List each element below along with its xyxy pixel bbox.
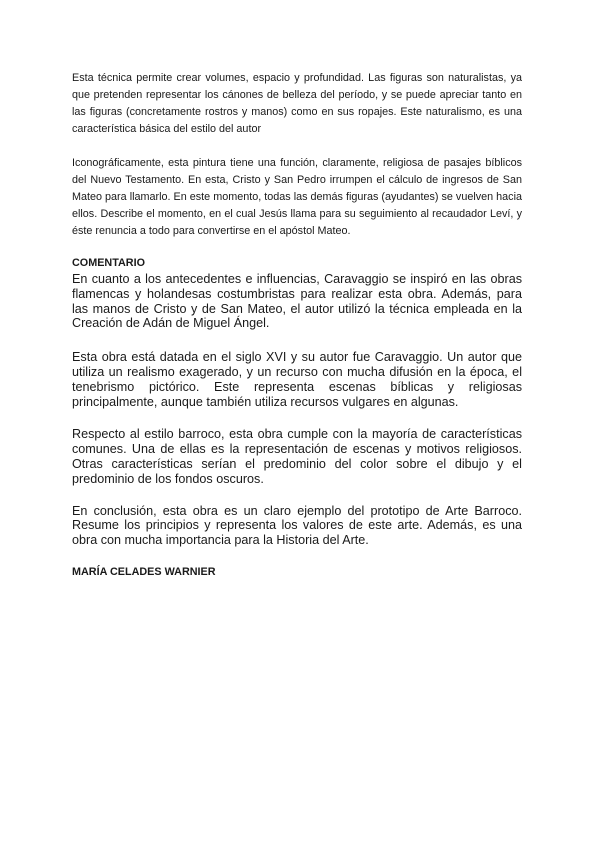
paragraph-conclusion: En conclusión, esta obra es un claro ejemplo del prototipo de Arte Barroco. Resume los principios y representa los valores de este arte. Además, es una obra con mucha importancia para la Historia del Arte.	[72, 503, 522, 548]
paragraph-influences: En cuanto a los antecedentes e influencias, Caravaggio se inspiró en las obras flamencas y holandesas costumbristas para realizar esta obra. Además, para las manos de Cristo y de San Mateo, el autor utilizó la técnica empleada en la Creación de Adán de Miguel Ángel.	[72, 272, 522, 331]
section-heading-commentary: COMENTARIO	[72, 257, 145, 269]
author-name: MARÍA CELADES WARNIER	[72, 565, 216, 578]
paragraph-baroque-style: Respecto al estilo barroco, esta obra cumple con la mayoría de características comunes. Una de ellas es la representación de escenas y motivos religiosos. Otras características serían el predominio del color sobre el dibujo y el predominio de los fondos oscuros.	[72, 427, 522, 486]
paragraph-technique: Esta técnica permite crear volumes, espacio y profundidad. Las figuras son naturalistas, ya que pretenden representar los cánones de belleza del período, y se puede apreciar tanto en las figuras (concretamente rostros y manos) como en sus ropajes. Este naturalismo, es una característica básica del estilo del autor	[72, 72, 522, 135]
paragraph-dating: Esta obra está datada en el siglo XVI y su autor fue Caravaggio. Un autor que utiliza un realismo exagerado, y un recurso con mucha difusión en la época, el tenebrismo pictórico. Este representa escenas bíblicas y religiosas principalmente, aunque también utiliza recursos vulgares en algunas.	[72, 350, 522, 409]
paragraph-iconography: Iconográficamente, esta pintura tiene una función, claramente, religiosa de pasajes bíblicos del Nuevo Testamento. En esta, Cristo y San Pedro irrumpen el cálculo de ingresos de San Mateo para llamarlo. En este momento, todas las demás figuras (ayudantes) se vuelven hacia ellos. Describe el momento, en el cual Jesús llama para su seguimiento al recaudador Leví, y éste renuncia a todo para convertirse en el apóstol Mateo.	[72, 157, 522, 237]
document-page	[72, 70, 522, 579]
